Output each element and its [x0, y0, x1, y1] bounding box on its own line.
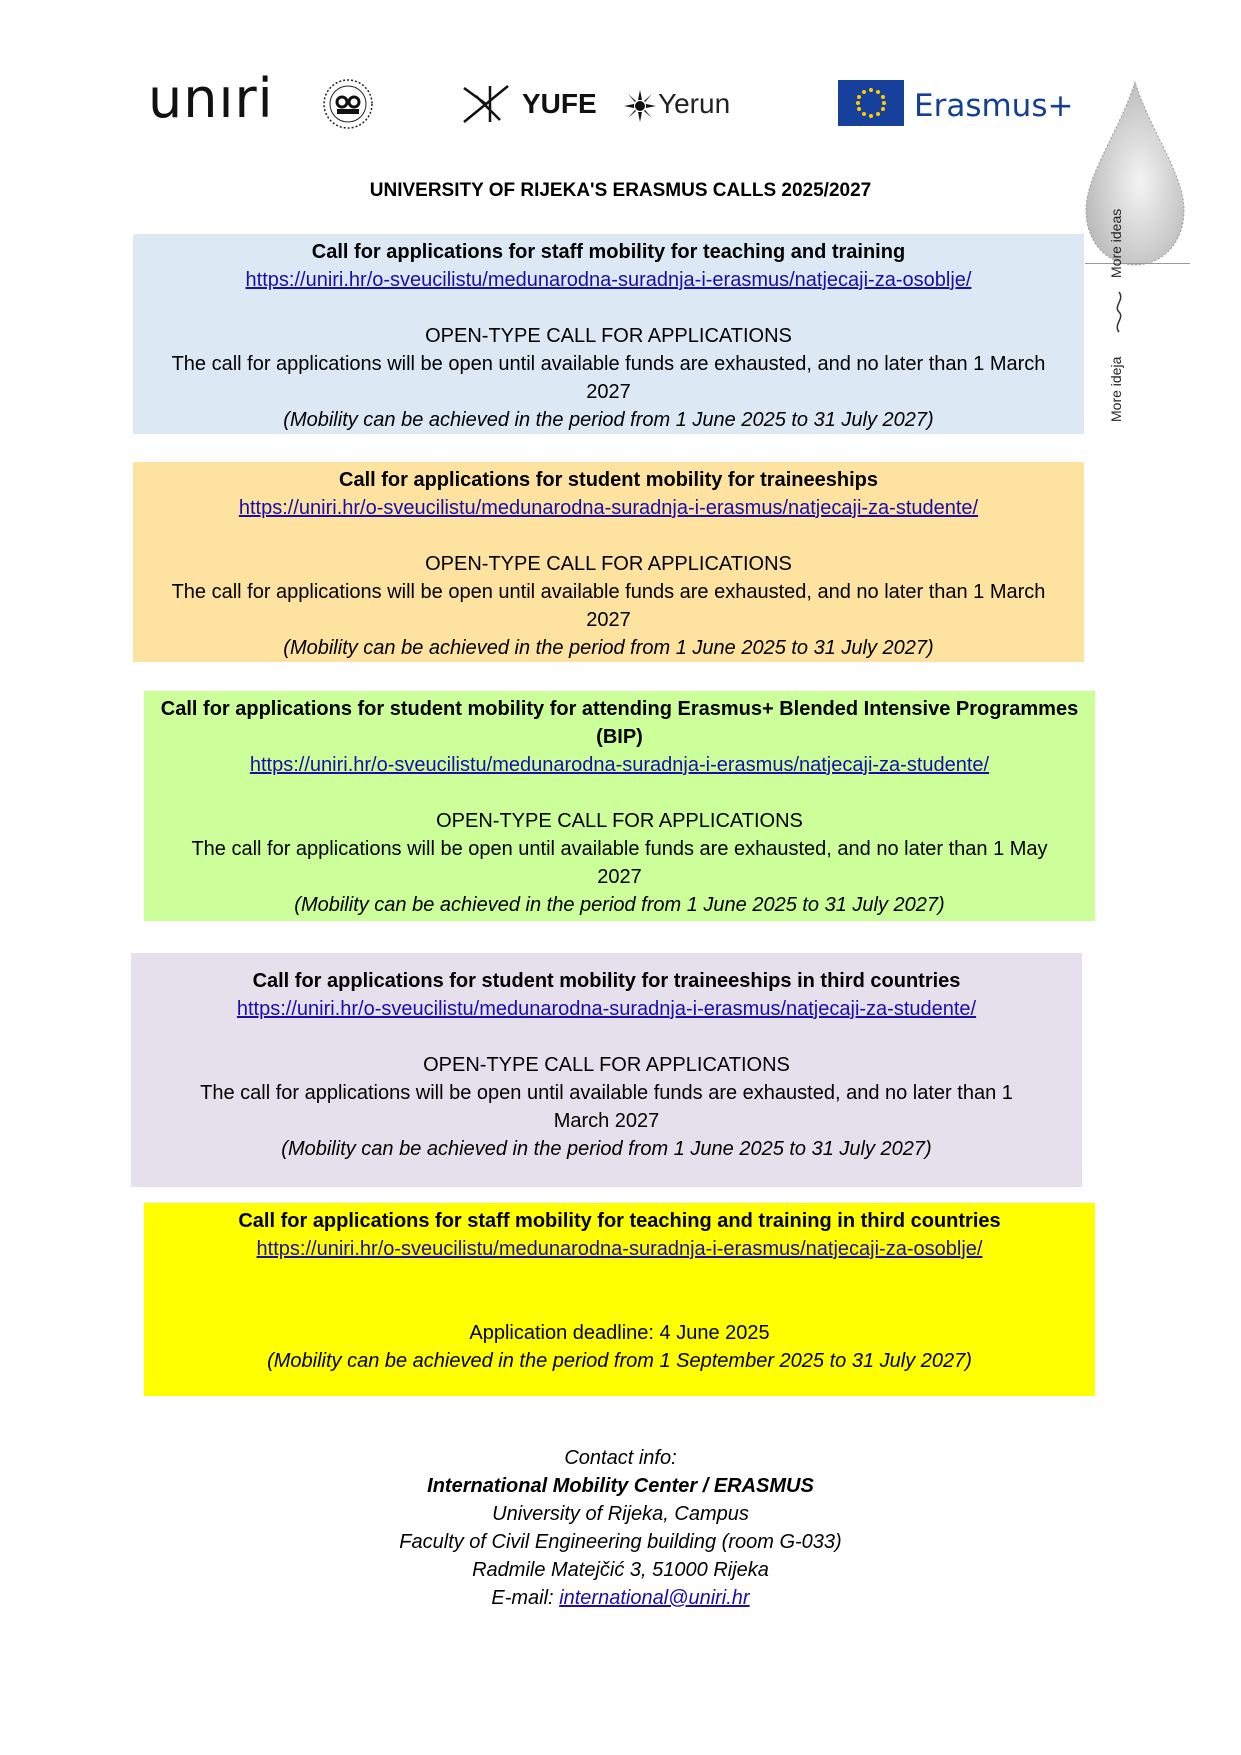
- call-link[interactable]: https://uniri.hr/o-sveucilistu/medunarodna-suradnja-i-erasmus/natjecaji-za-osoblje/: [245, 269, 972, 291]
- call-deadline: The call for applications will be open until available funds are exhausted, and no later than 1 March: [171, 581, 1046, 603]
- drop-decoration-icon: [1080, 80, 1190, 270]
- call-box-staff-teaching: [133, 234, 1084, 434]
- call-deadline-cont: 2027: [597, 866, 642, 888]
- call-deadline: The call for applications will be open until available funds are exhausted, and no later than 1 May: [191, 838, 1048, 860]
- page-title: UNIVERSITY OF RIJEKA'S ERASMUS CALLS 2025/2027: [369, 180, 872, 201]
- call-heading-cont: (BIP): [596, 726, 643, 748]
- call-period: (Mobility can be achieved in the period from 1 September 2025 to 31 July 2027): [267, 1350, 972, 1372]
- call-deadline: The call for applications will be open until available funds are exhausted, and no later than 1 March: [171, 353, 1046, 375]
- erasmus-wordmark: Erasmus+: [914, 88, 1074, 124]
- university-seal-icon: [322, 78, 374, 130]
- call-box-staff-third-countries: [144, 1203, 1095, 1396]
- call-type: OPEN-TYPE CALL FOR APPLICATIONS: [425, 553, 792, 575]
- call-link[interactable]: https://uniri.hr/o-sveucilistu/medunarodna-suradnja-i-erasmus/natjecaji-za-studente/: [238, 497, 979, 519]
- call-deadline-cont: 2027: [586, 609, 631, 631]
- contact-label: Contact info:: [564, 1447, 677, 1469]
- call-box-student-bip: [144, 691, 1095, 921]
- side-label-more-ideja: More ideja: [1108, 356, 1124, 422]
- contact-campus: University of Rijeka, Campus: [492, 1503, 749, 1525]
- call-link[interactable]: https://uniri.hr/o-sveucilistu/medunarodna-suradnja-i-erasmus/natjecaji-za-osoblje/: [256, 1238, 983, 1260]
- call-box-student-traineeships: [133, 462, 1084, 662]
- call-period: (Mobility can be achieved in the period from 1 June 2025 to 31 July 2027): [283, 409, 934, 431]
- tilde-icon: [1113, 290, 1125, 339]
- yufe-wordmark: YUFE: [522, 88, 597, 119]
- call-heading: Call for applications for staff mobility for teaching and training: [311, 241, 906, 263]
- email-link[interactable]: international@uniri.hr: [559, 1587, 750, 1609]
- call-heading: Call for applications for student mobility for traineeships in third countries: [252, 970, 961, 992]
- call-deadline: The call for applications will be open until available funds are exhausted, and no later than 1: [200, 1082, 1013, 1104]
- call-heading: Call for applications for staff mobility for teaching and training in third countries: [238, 1210, 1001, 1232]
- erasmus-plus-logo: [838, 80, 1074, 130]
- call-deadline-cont: 2027: [586, 381, 631, 403]
- yerun-wordmark: Yerun: [658, 88, 731, 119]
- contact-building: Faculty of Civil Engineering building (room G-033): [399, 1531, 842, 1553]
- yerun-logo: [624, 84, 734, 124]
- contact-office: International Mobility Center / ERASMUS: [427, 1475, 814, 1497]
- contact-info: [0, 1444, 1241, 1612]
- call-link[interactable]: https://uniri.hr/o-sveucilistu/medunarodna-suradnja-i-erasmus/natjecaji-za-studente/: [249, 754, 990, 776]
- call-heading: Call for applications for student mobility for traineeships: [339, 469, 878, 491]
- uniri-logo: unıri: [148, 67, 274, 130]
- call-type: OPEN-TYPE CALL FOR APPLICATIONS: [425, 325, 792, 347]
- call-box-student-third-countries: [131, 953, 1082, 1187]
- call-link[interactable]: https://uniri.hr/o-sveucilistu/medunarodna-suradnja-i-erasmus/natjecaji-za-studente/: [236, 998, 977, 1020]
- contact-address: Radmile Matejčić 3, 51000 Rijeka: [472, 1559, 769, 1581]
- call-deadline: Application deadline: 4 June 2025: [469, 1322, 770, 1344]
- side-divider: [1085, 263, 1190, 264]
- yufe-logo: [460, 82, 600, 126]
- call-type: OPEN-TYPE CALL FOR APPLICATIONS: [423, 1054, 790, 1076]
- call-period: (Mobility can be achieved in the period from 1 June 2025 to 31 July 2027): [294, 894, 945, 916]
- call-period: (Mobility can be achieved in the period from 1 June 2025 to 31 July 2027): [283, 637, 934, 659]
- call-heading: Call for applications for student mobility for attending Erasmus+ Blended Intensive Programmes: [160, 698, 1079, 720]
- eu-flag-icon: [838, 80, 904, 126]
- contact-email-line: [0, 1584, 1241, 1612]
- email-label: E-mail:: [491, 1587, 560, 1609]
- call-deadline-cont: March 2027: [553, 1110, 660, 1132]
- call-period: (Mobility can be achieved in the period from 1 June 2025 to 31 July 2027): [281, 1138, 932, 1160]
- side-label-more-ideas: More ideas: [1108, 208, 1124, 278]
- call-type: OPEN-TYPE CALL FOR APPLICATIONS: [436, 810, 803, 832]
